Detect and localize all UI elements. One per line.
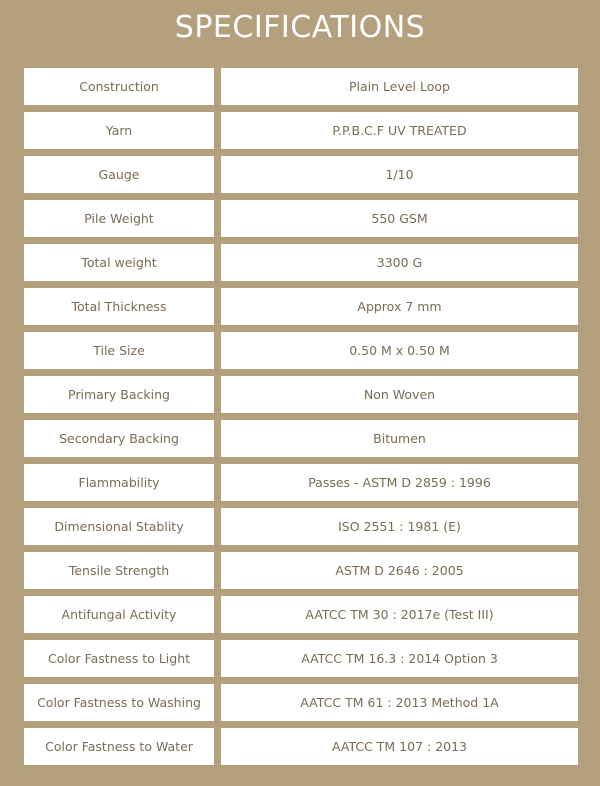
spec-row-tile-size — [24, 332, 578, 369]
spec-label: Secondary Backing — [24, 420, 214, 457]
spec-row-primary-backing — [24, 376, 578, 413]
spec-value: Approx 7 mm — [221, 288, 578, 325]
spec-row-secondary-backing — [24, 420, 578, 457]
spec-value: ASTM D 2646 : 2005 — [221, 552, 578, 589]
spec-value: Passes - ASTM D 2859 : 1996 — [221, 464, 578, 501]
spec-value: Bitumen — [221, 420, 578, 457]
spec-value: 3300 G — [221, 244, 578, 281]
spec-label: Total weight — [24, 244, 214, 281]
spec-row-antifungal-activity — [24, 596, 578, 633]
spec-row-tensile-strength — [24, 552, 578, 589]
spec-row-total-thickness — [24, 288, 578, 325]
spec-label: Primary Backing — [24, 376, 214, 413]
spec-row-pile-weight — [24, 200, 578, 237]
spec-label: Gauge — [24, 156, 214, 193]
spec-row-construction — [24, 68, 578, 105]
spec-value: AATCC TM 16.3 : 2014 Option 3 — [221, 640, 578, 677]
spec-label: Color Fastness to Light — [24, 640, 214, 677]
spec-value: 0.50 M x 0.50 M — [221, 332, 578, 369]
spec-label: Tensile Strength — [24, 552, 214, 589]
spec-value: Non Woven — [221, 376, 578, 413]
spec-label: Total Thickness — [24, 288, 214, 325]
spec-label: Flammability — [24, 464, 214, 501]
spec-table — [24, 68, 578, 772]
spec-value: AATCC TM 61 : 2013 Method 1A — [221, 684, 578, 721]
spec-row-flammability — [24, 464, 578, 501]
spec-value: 550 GSM — [221, 200, 578, 237]
spec-value: P.P.B.C.F UV TREATED — [221, 112, 578, 149]
spec-label: Yarn — [24, 112, 214, 149]
spec-value: AATCC TM 107 : 2013 — [221, 728, 578, 765]
spec-row-dimensional-stability — [24, 508, 578, 545]
spec-label: Pile Weight — [24, 200, 214, 237]
spec-label: Color Fastness to Water — [24, 728, 214, 765]
spec-row-total-weight — [24, 244, 578, 281]
spec-row-yarn — [24, 112, 578, 149]
spec-label: Tile Size — [24, 332, 214, 369]
spec-value: Plain Level Loop — [221, 68, 578, 105]
spec-row-color-fastness-water — [24, 728, 578, 765]
spec-value: AATCC TM 30 : 2017e (Test III) — [221, 596, 578, 633]
spec-value: ISO 2551 : 1981 (E) — [221, 508, 578, 545]
spec-row-color-fastness-washing — [24, 684, 578, 721]
spec-label: Dimensional Stablity — [24, 508, 214, 545]
spec-label: Construction — [24, 68, 214, 105]
page-title: SPECIFICATIONS — [174, 10, 426, 45]
spec-value: 1/10 — [221, 156, 578, 193]
spec-label: Color Fastness to Washing — [24, 684, 214, 721]
spec-row-color-fastness-light — [24, 640, 578, 677]
spec-label: Antifungal Activity — [24, 596, 214, 633]
spec-row-gauge — [24, 156, 578, 193]
